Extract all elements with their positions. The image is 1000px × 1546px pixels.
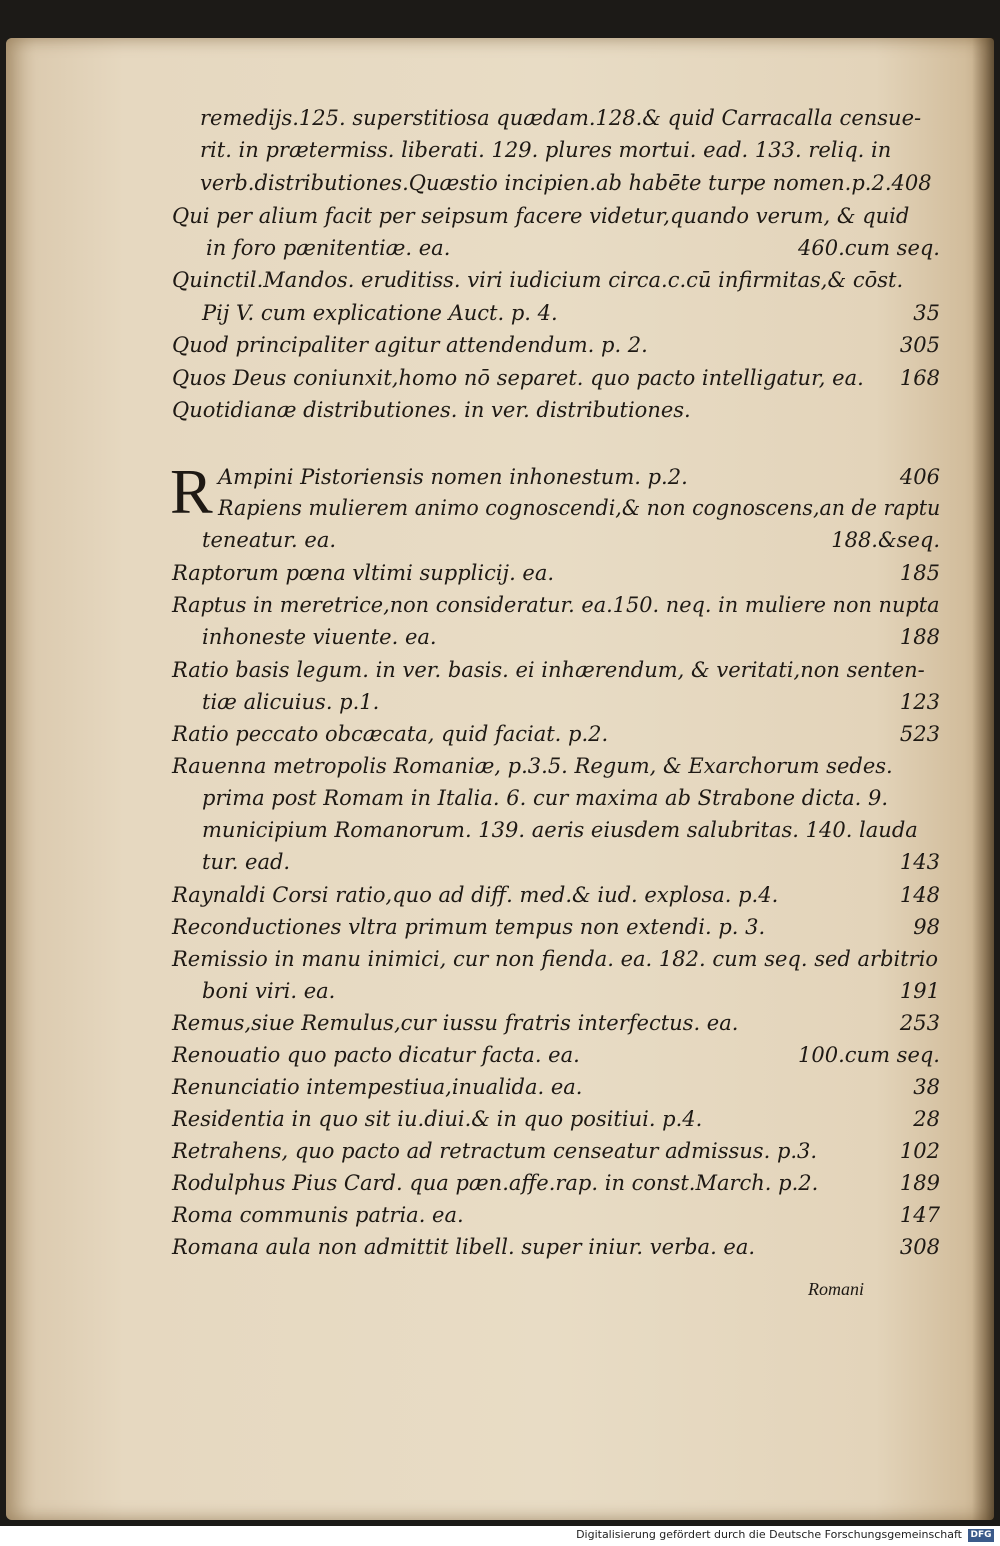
entry-page-ref: 148 — [899, 883, 940, 907]
entry-page-ref: 123 — [899, 690, 940, 714]
index-entry — [0, 690, 1000, 720]
index-entry — [0, 1011, 1000, 1041]
entry-page-ref: 188 — [899, 625, 940, 649]
index-entry — [0, 465, 1000, 495]
entry-text: Quotidianæ distributiones. in ver. distributiones. — [172, 398, 691, 422]
index-entry — [0, 850, 1000, 880]
index-entry — [0, 268, 1000, 298]
entry-text: prima post Romam in Italia. 6. cur maxima ab Strabone dicta. 9. — [202, 786, 889, 810]
index-entry — [0, 979, 1000, 1009]
index-entry — [0, 883, 1000, 913]
entry-text: Raptorum pœna vltimi supplicij. ea. — [172, 561, 555, 585]
index-entry — [0, 204, 1000, 234]
index-entry — [0, 138, 1000, 168]
index-entry — [0, 366, 1000, 396]
entry-page-ref: 189 — [899, 1171, 940, 1195]
index-entry — [0, 398, 1000, 428]
index-entry — [0, 593, 1000, 623]
entry-text: tiæ alicuius. p.1. — [202, 690, 380, 714]
entry-text: Ampini Pistoriensis nomen inhonestum. p.2. — [218, 465, 688, 489]
entry-page-ref: 188.&seq. — [831, 528, 940, 552]
entry-text: verb.distributiones.Quæstio incipien.ab habēte turpe nomen.p.2.408 — [200, 171, 932, 195]
entry-page-ref: 168 — [899, 366, 940, 390]
index-entry — [0, 1075, 1000, 1105]
index-entry — [0, 1235, 1000, 1265]
entry-text: Renouatio quo pacto dicatur facta. ea. — [172, 1043, 580, 1067]
dfg-logo: DFG — [968, 1529, 994, 1542]
index-entry — [0, 1203, 1000, 1233]
index-entry — [0, 528, 1000, 558]
entry-text: Qui per alium facit per seipsum facere videtur,quando verum, & quid — [172, 204, 910, 228]
entry-page-ref: 102 — [899, 1139, 940, 1163]
index-entry — [0, 301, 1000, 331]
entry-text: Ratio peccato obcæcata, quid faciat. p.2. — [172, 722, 609, 746]
index-entry — [0, 754, 1000, 784]
entry-text: Retrahens, quo pacto ad retractum censeatur admissus. p.3. — [172, 1139, 818, 1163]
entry-text: Rodulphus Pius Card. qua pæn.affe.rap. in const.March. p.2. — [172, 1171, 819, 1195]
footer-credit: Digitalisierung gefördert durch die Deutsche Forschungsgemeinschaft — [576, 1528, 962, 1541]
entry-text: Raynaldi Corsi ratio,quo ad diff. med.& iud. explosa. p.4. — [172, 883, 779, 907]
entry-page-ref: 98 — [913, 915, 940, 939]
entry-text: Romana aula non admittit libell. super iniur. verba. ea. — [172, 1235, 756, 1259]
footer-bar — [0, 1526, 1000, 1546]
entry-text: remedijs.125. superstitiosa quædam.128.& quid Carracalla censue- — [200, 106, 922, 130]
entry-text: rit. in prætermiss. liberati. 129. plures mortui. ead. 133. reliq. in — [200, 138, 892, 162]
entry-text: teneatur. ea. — [202, 528, 337, 552]
index-entry — [0, 1139, 1000, 1169]
entry-page-ref: 35 — [913, 301, 940, 325]
entry-page-ref: 308 — [899, 1235, 940, 1259]
entry-page-ref: 100.cum seq. — [798, 1043, 940, 1067]
index-entry — [0, 106, 1000, 136]
index-entry — [0, 1043, 1000, 1073]
index-entry — [0, 786, 1000, 816]
entry-page-ref: 28 — [913, 1107, 940, 1131]
entry-text: Quos Deus coniunxit,homo nō separet. quo pacto intelligatur, ea. — [172, 366, 864, 390]
catchword: Romani — [808, 1279, 864, 1299]
entry-text: Residentia in quo sit iu.diui.& in quo positiui. p.4. — [172, 1107, 703, 1131]
index-entry — [0, 496, 1000, 526]
entry-text: boni viri. ea. — [202, 979, 336, 1003]
index-entry — [0, 722, 1000, 752]
drop-cap: R — [170, 456, 213, 527]
index-entry — [0, 915, 1000, 945]
entry-page-ref: 253 — [899, 1011, 940, 1035]
entry-text: Remus,siue Remulus,cur iussu fratris interfectus. ea. — [172, 1011, 739, 1035]
index-entry — [0, 333, 1000, 363]
index-entry — [0, 818, 1000, 848]
entry-page-ref: 191 — [899, 979, 940, 1003]
entry-text: Remissio in manu inimici, cur non fienda. ea. 182. cum seq. sed arbitrio — [172, 947, 939, 971]
entry-text: Renunciatio intempestiua,inualida. ea. — [172, 1075, 583, 1099]
index-entry — [0, 561, 1000, 591]
entry-page-ref: 406 — [899, 465, 940, 489]
entry-text: Rauenna metropolis Romaniæ, p.3.5. Regum, & Exarchorum sedes. — [172, 754, 893, 778]
entry-page-ref: 523 — [899, 722, 940, 746]
index-entry — [0, 1107, 1000, 1137]
index-entry — [0, 1171, 1000, 1201]
entry-text: Raptus in meretrice,non consideratur. ea.150. neq. in muliere non nupta — [172, 593, 940, 617]
entry-text: municipium Romanorum. 139. aeris eiusdem salubritas. 140. lauda — [202, 818, 918, 842]
entry-text: Quinctil.Mandos. eruditiss. viri iudicium circa.c.cū infirmitas,& cōst. — [172, 268, 904, 292]
index-entry — [0, 171, 1000, 201]
entry-text: inhoneste viuente. ea. — [202, 625, 437, 649]
entry-text: Quod principaliter agitur attendendum. p. 2. — [172, 333, 648, 357]
entry-page-ref: 147 — [899, 1203, 940, 1227]
index-entry — [0, 947, 1000, 977]
entry-text: Ratio basis legum. in ver. basis. ei inhærendum, & veritati,non senten- — [172, 658, 925, 682]
index-entry — [0, 625, 1000, 655]
index-entry — [0, 236, 1000, 266]
entry-page-ref: 305 — [899, 333, 940, 357]
entry-text: Roma communis patria. ea. — [172, 1203, 464, 1227]
entry-page-ref: 38 — [913, 1075, 940, 1099]
entry-text: Rapiens mulierem animo cognoscendi,& non cognoscens,an de raptu — [218, 496, 941, 520]
entry-page-ref: 143 — [899, 850, 940, 874]
entry-text: in foro pænitentiæ. ea. — [206, 236, 451, 260]
entry-page-ref: 460.cum seq. — [798, 236, 940, 260]
entry-text: Reconductiones vltra primum tempus non extendi. p. 3. — [172, 915, 766, 939]
entry-page-ref: 185 — [899, 561, 940, 585]
entry-text: Pij V. cum explicatione Auct. p. 4. — [202, 301, 558, 325]
index-entry — [0, 658, 1000, 688]
entry-text: tur. ead. — [202, 850, 291, 874]
